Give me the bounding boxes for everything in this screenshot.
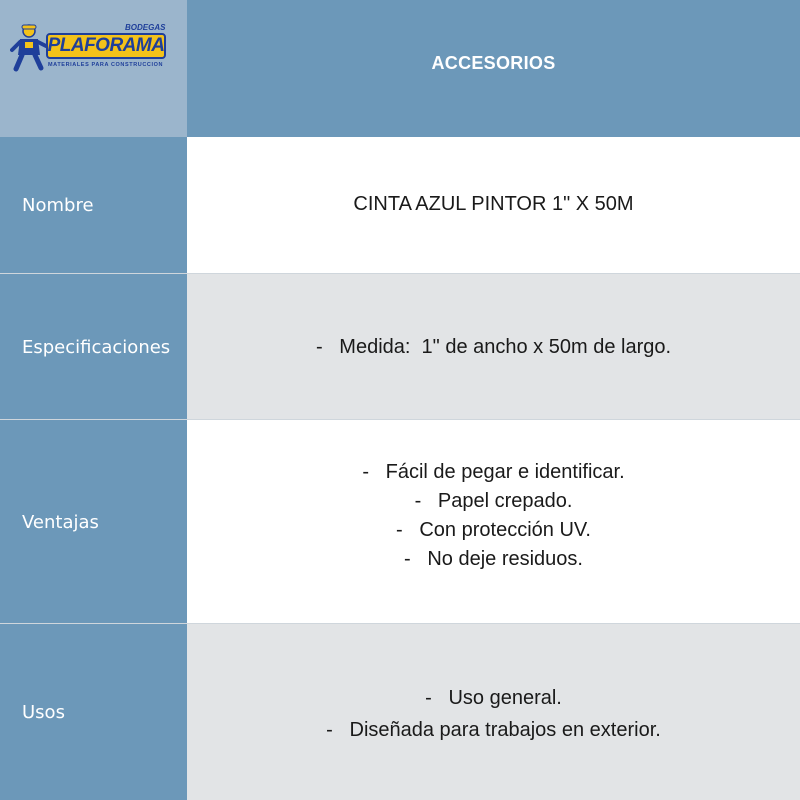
value-line: CINTA AZUL PINTOR 1" X 50M bbox=[353, 193, 634, 215]
value-line: - Medida: 1" de ancho x 50m de largo. bbox=[315, 335, 672, 358]
row-label-ventajas: Ventajas bbox=[0, 420, 187, 624]
logo-wordmark bbox=[46, 33, 166, 59]
value-line: - Diseñada para trabajos en exterior. bbox=[326, 719, 661, 741]
value-line: - Fácil de pegar e identificar. bbox=[362, 461, 625, 483]
value-line: - Uso general. bbox=[425, 687, 562, 709]
row-value-usos bbox=[187, 624, 800, 800]
logo-tagline: MATERIALES PARA CONSTRUCCION bbox=[48, 62, 164, 68]
logo-brand: PLAFORAMA bbox=[47, 35, 165, 56]
row-label-especificaciones: Especificaciones bbox=[0, 274, 187, 420]
row-value-ventajas bbox=[187, 420, 800, 624]
value-line: - Papel crepado. bbox=[414, 490, 573, 512]
plaforama-logo bbox=[10, 22, 170, 82]
logo-cell bbox=[0, 0, 187, 137]
logo-top-text: BODEGAS bbox=[125, 23, 166, 32]
page-title: ACCESORIOS bbox=[431, 53, 556, 73]
row-value-especificaciones bbox=[187, 274, 800, 420]
value-line: - Con protección UV. bbox=[396, 519, 591, 541]
value-line: - No deje residuos. bbox=[404, 548, 583, 570]
worker-mascot-icon bbox=[10, 22, 48, 72]
row-label-nombre: Nombre bbox=[0, 137, 187, 274]
row-label-usos: Usos bbox=[0, 624, 187, 800]
row-value-nombre bbox=[187, 137, 800, 274]
header-cell bbox=[187, 0, 800, 137]
